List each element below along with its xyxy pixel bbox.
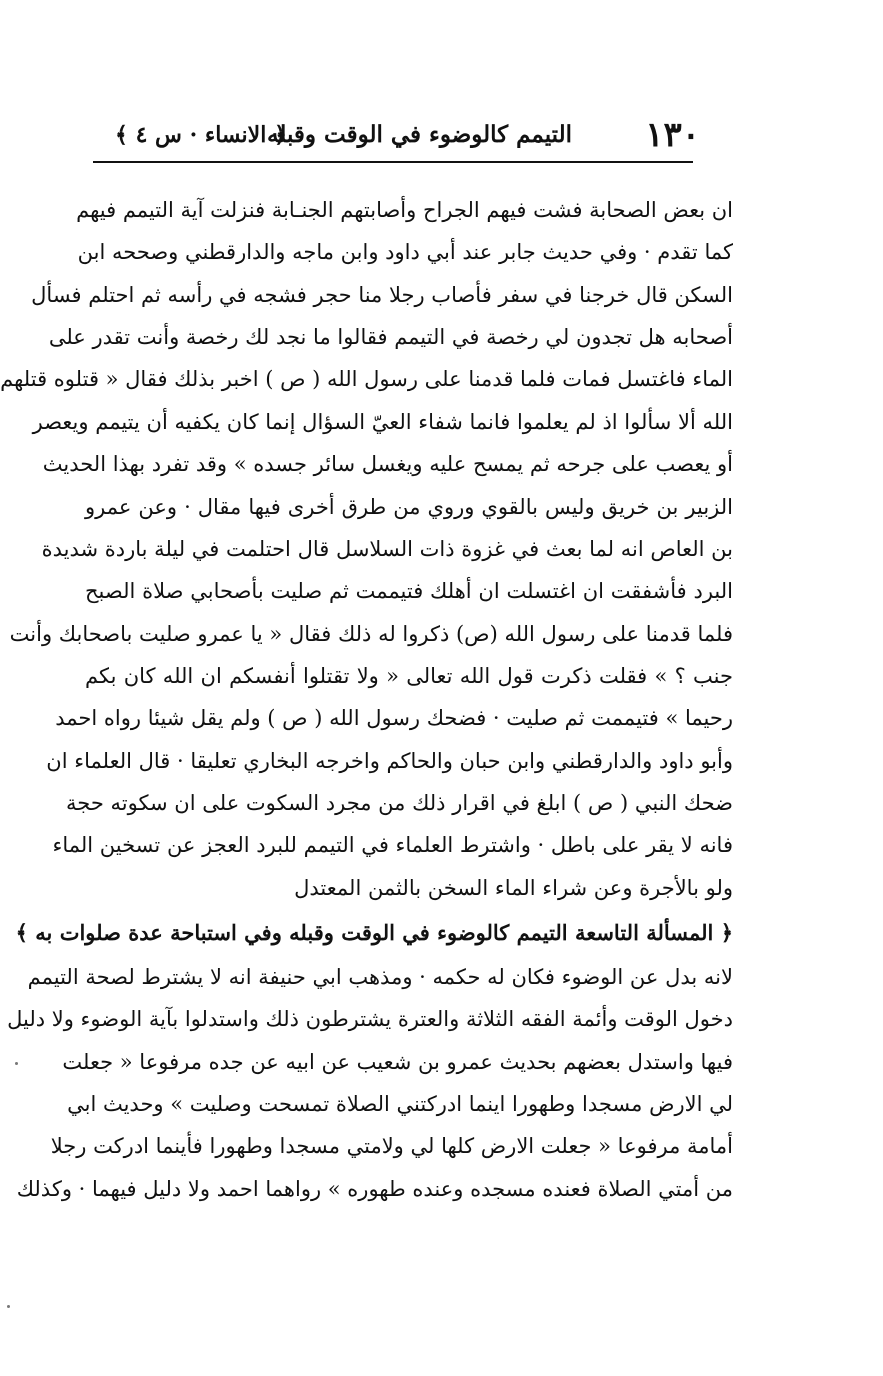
scan-speck <box>15 1062 18 1065</box>
scan-speck <box>7 1305 10 1308</box>
text-line: الله ألا سألوا اذ لم يعلموا فانما شفاء العيّ السؤال إنما كان يكفيه أن يتيمم ويعصر <box>32 410 733 434</box>
text-line: أصحابه هل تجدون لي رخصة في التيمم فقالوا ما نجد لك رخصة وأنت تقدر على <box>48 325 733 349</box>
text-line: جنب ؟ » فقلت ذكرت قول الله تعالى « ولا تقتلوا أنفسكم ان الله كان بكم <box>85 664 733 688</box>
running-head <box>115 112 700 158</box>
text-line: بن العاص انه لما بعث في غزوة ذات السلاسل قال احتلمت في ليلة باردة شديدة <box>41 537 733 561</box>
surah-reference: ﴿ الانساء · س ٤ ﴾ <box>115 122 287 148</box>
text-line: ضحك النبي ( ص ) ابلغ في اقرار ذلك من مجرد السكوت على ان سكوته حجة <box>66 791 733 815</box>
page-number: ١٣٠ <box>645 115 700 155</box>
text-line: رحيما » فتيممت ثم صليت · فضحك رسول الله ( ص ) ولم يقل شيئا رواه احمد <box>55 706 733 730</box>
running-title: التيمم كالوضوء في الوقت وقبله <box>267 121 572 148</box>
text-line: لانه بدل عن الوضوء فكان له حكمه · ومذهب ابي حنيفة انه لا يشترط لصحة التيمم <box>27 965 733 989</box>
text-line: البرد فأشفقت ان اغتسلت ان أهلك فتيممت ثم صليت بأصحابي صلاة الصبح <box>85 579 733 603</box>
text-line: السكن قال خرجنا في سفر فأصاب رجلا منا حجر فشجه في رأسه ثم احتلم فسأل <box>31 283 733 307</box>
text-line: من أمتي الصلاة فعنده مسجده وعنده طهوره » رواهما احمد ولا دليل فيهما · وكذلك <box>16 1177 733 1201</box>
text-line: الزبير بن خريق وليس بالقوي وروي من طرق أخرى فيها مقال · وعن عمرو <box>85 495 733 519</box>
text-line: الماء فاغتسل فمات فلما قدمنا على رسول الله ( ص ) اخبر بذلك فقال « قتلوه قتلهم <box>0 367 733 391</box>
text-line: أمامة مرفوعا « جعلت الارض كلها لي ولامتي مسجدا وطهورا فأينما ادركت رجلا <box>50 1134 733 1158</box>
text-line: دخول الوقت وأئمة الفقه الثلاثة والعترة يشترطون ذلك واستدلوا بآية الوضوء ولا دليل <box>7 1007 733 1031</box>
header-rule <box>93 161 693 163</box>
text-line: كما تقدم · وفي حديث جابر عند أبي داود وابن ماجه والدارقطني وصححه ابن <box>77 240 733 264</box>
text-line: أو يعصب على جرحه ثم يمسح عليه ويغسل سائر جسده » وقد تفرد بهذا الحديث <box>42 452 733 476</box>
section-heading: ﴿ المسألة التاسعة التيمم كالوضوء في الوقت وقبله وفي استباحة عدة صلوات به ﴾ <box>15 920 733 945</box>
text-line: فلما قدمنا على رسول الله (ص) ذكروا له ذلك فقال « يا عمرو صليت باصحابك وأنت <box>9 622 733 646</box>
text-line: فيها واستدل بعضهم بحديث عمرو بن شعيب عن ابيه عن جده مرفوعا « جعلت <box>62 1050 733 1074</box>
text-line: فانه لا يقر على باطل · واشترط العلماء في التيمم للبرد العجز عن تسخين الماء <box>52 833 733 857</box>
text-line: ولو بالأجرة وعن شراء الماء السخن بالثمن المعتدل <box>294 876 733 900</box>
text-line: وأبو داود والدارقطني وابن حبان والحاكم واخرجه البخاري تعليقا · قال العلماء ان <box>46 749 733 773</box>
text-line: ان بعض الصحابة فشت فيهم الجراح وأصابتهم الجنـابة فنزلت آية التيمم فيهم <box>76 198 733 222</box>
text-line: لي الارض مسجدا وطهورا اينما ادركتني الصلاة تمسحت وصليت » وحديث ابي <box>67 1092 733 1116</box>
